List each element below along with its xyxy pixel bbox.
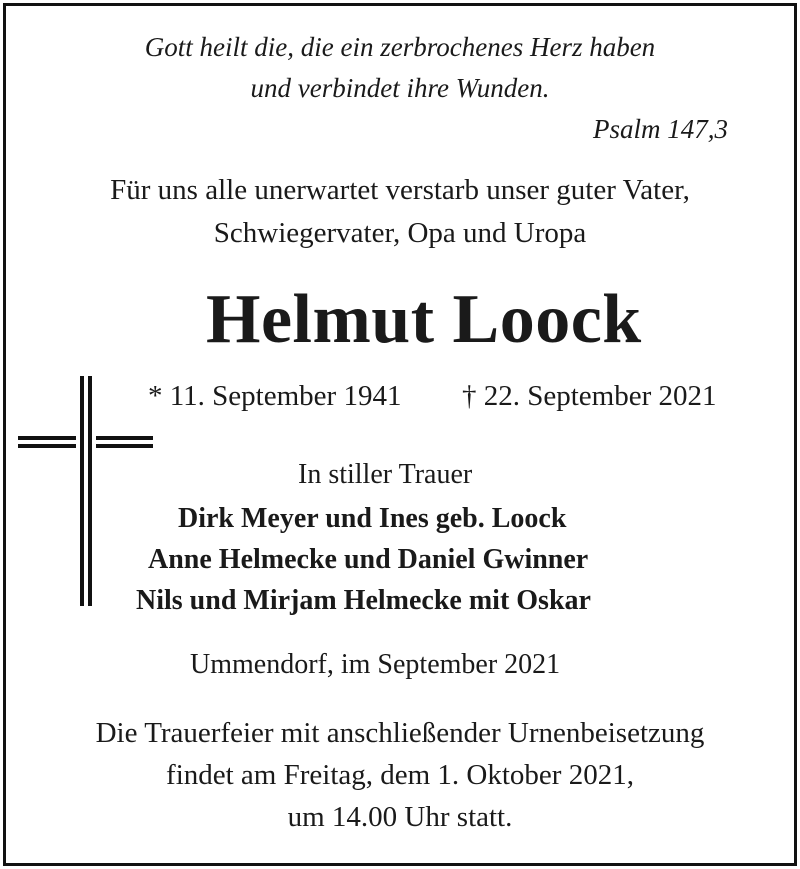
verse-reference: Psalm 147,3 [593, 114, 728, 144]
death-date: † 22. September 2021 [462, 380, 717, 412]
cross-icon [18, 376, 153, 606]
service-line-2: findet am Freitag, dem 1. Oktober 2021, [166, 759, 634, 791]
announcement-line-1: Für uns alle unerwartet verstarb unser guter Vater, [110, 174, 690, 206]
verse-line-1: Gott heilt die, die ein zerbrochenes Herz haben [144, 32, 656, 62]
mourner-line-2: Anne Helmecke und Daniel Gwinner [148, 544, 589, 575]
deceased-name: Helmut Loock [206, 281, 642, 358]
mourners-intro: In stiller Trauer [298, 459, 473, 490]
service-line-1: Die Trauerfeier mit anschließender Urnenbeisetzung [95, 717, 705, 749]
mourner-line-3: Nils und Mirjam Helmecke mit Oskar [136, 585, 591, 616]
place-date: Ummendorf, im September 2021 [190, 649, 561, 680]
birth-date: * 11. September 1941 [148, 380, 402, 412]
mourner-line-1: Dirk Meyer und Ines geb. Loock [178, 503, 567, 534]
announcement-line-2: Schwiegervater, Opa und Uropa [213, 217, 587, 249]
service-line-3: um 14.00 Uhr statt. [287, 801, 513, 833]
verse-line-2: und verbindet ihre Wunden. [250, 73, 550, 103]
